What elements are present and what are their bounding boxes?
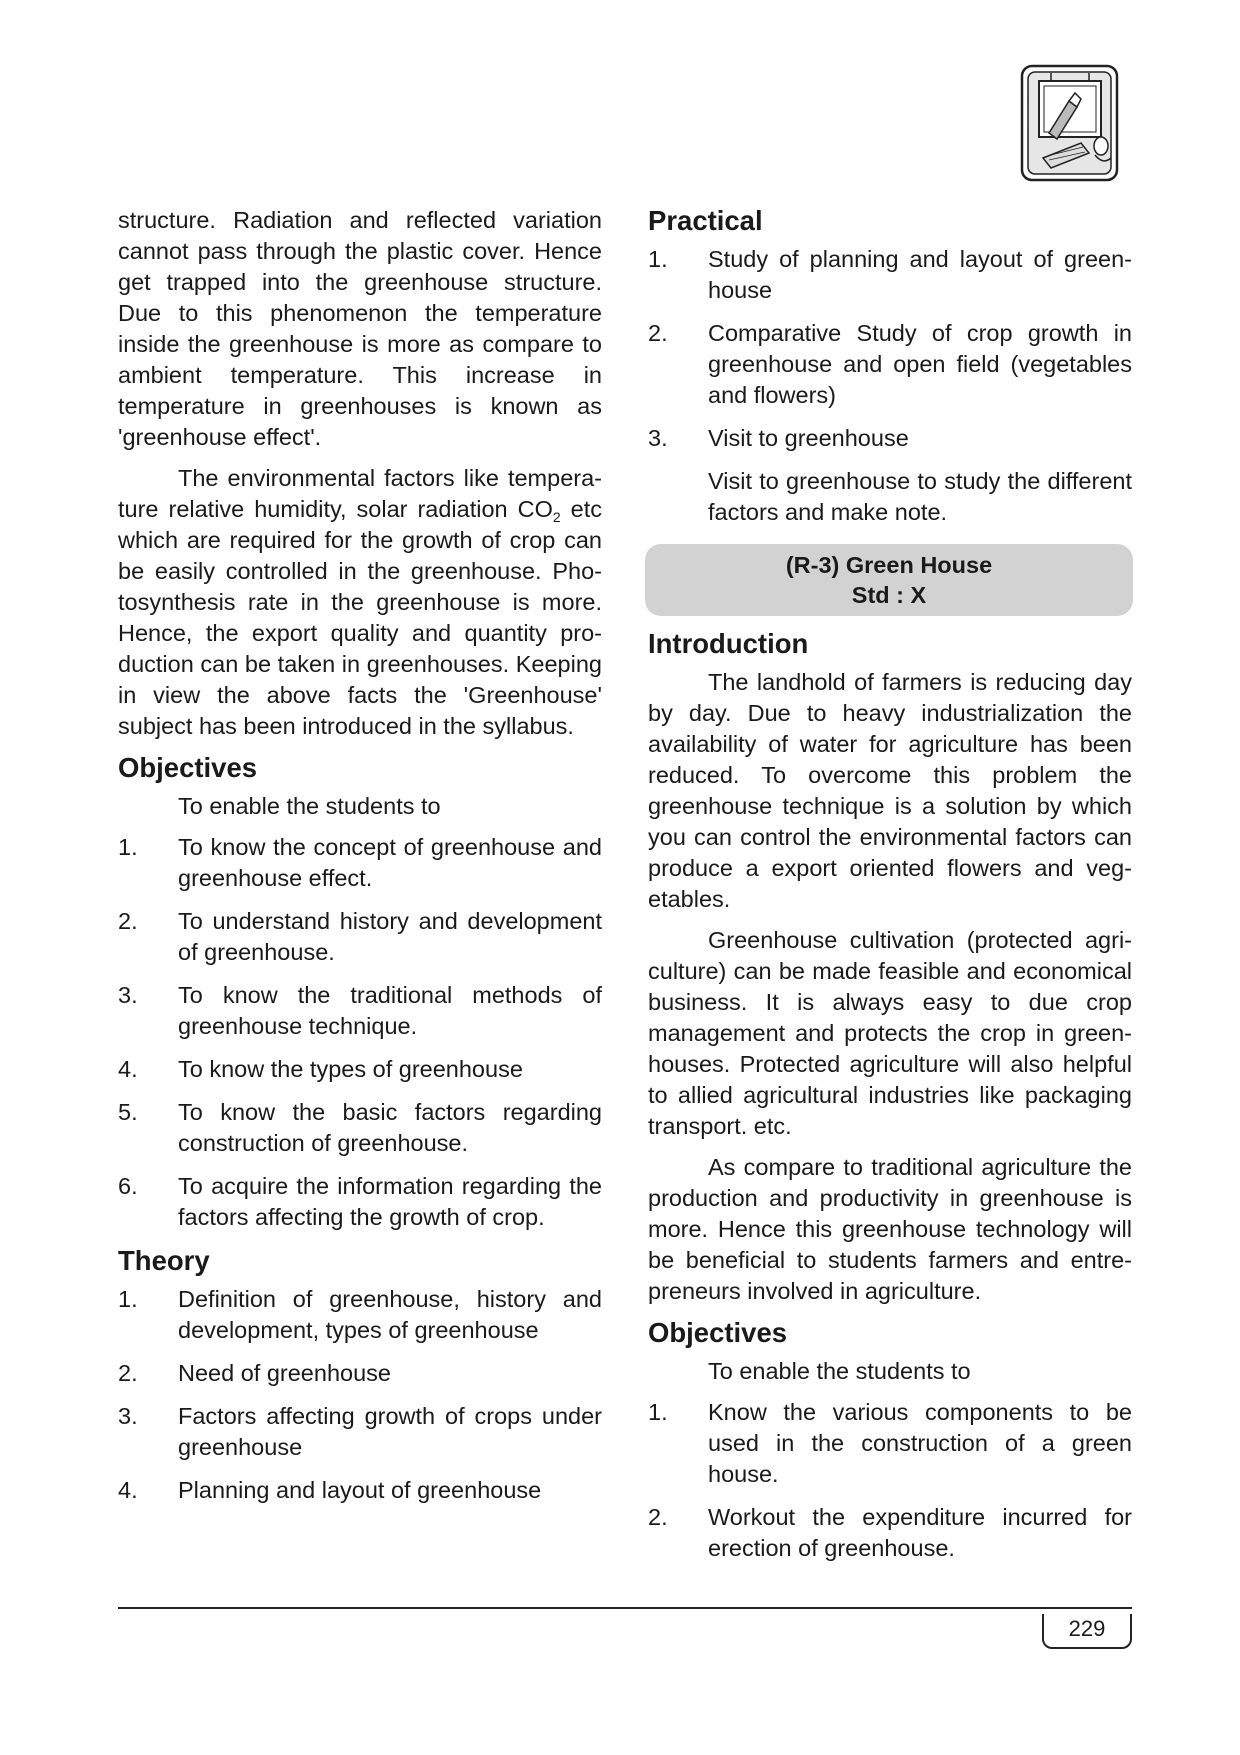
objectives-list-right xyxy=(648,1397,1132,1564)
introduction-heading: Introduction xyxy=(648,628,809,659)
list-item: 3. Factors affecting growth of crops under greenhouse xyxy=(118,1403,602,1460)
introduction-paragraph-2: Greenhouse cultivation (protected agriculture) can be made feasible and economical business. It is always easy to due crop management and protects the crop in greenhouses. Protected agriculture will also helpful to allied agricultural industries like packaging transport. etc. xyxy=(648,927,1132,1139)
list-item: 4. To know the types of greenhouse xyxy=(118,1056,523,1082)
objectives-lead: To enable the students to xyxy=(178,793,441,819)
objectives-list xyxy=(118,832,602,1233)
section-banner xyxy=(645,544,1133,616)
list-item: 1. Definition of greenhouse, history and development, types of greenhouse xyxy=(118,1286,602,1343)
list-item: 1. To know the concept of greenhouse and greenhouse effect. xyxy=(118,834,602,891)
introduction-paragraph-3: As compare to traditional agriculture the production and productivity in greenhouse is more. Hence this greenhouse technology will be beneficial to students farmers and entrepreneurs involved in agriculture. xyxy=(648,1154,1132,1304)
computer-drawing-icon xyxy=(1019,63,1120,183)
practical-heading: Practical xyxy=(648,205,763,236)
banner-subtitle: Std : X xyxy=(851,582,927,608)
list-item: 3. To know the traditional methods of greenhouse technique. xyxy=(118,982,602,1039)
practical-note: Visit to greenhouse to study the different factors and make note. xyxy=(708,468,1132,525)
list-item: 2. To understand history and development of greenhouse. xyxy=(118,908,602,965)
practical-list xyxy=(648,244,1132,454)
theory-list xyxy=(118,1284,602,1506)
objectives-lead-right: To enable the students to xyxy=(708,1358,971,1384)
list-item: 2. Need of greenhouse xyxy=(118,1360,391,1386)
list-item: 1. Study of planning and layout of greenhouse xyxy=(648,246,1132,303)
list-item: 2. Workout the expenditure incurred for erection of greenhouse. xyxy=(648,1504,1132,1561)
list-item: 6. To acquire the information regarding the factors affecting the growth of crop. xyxy=(118,1173,602,1230)
list-item: 3. Visit to greenhouse xyxy=(648,425,909,451)
objectives-heading-right: Objectives xyxy=(648,1317,788,1348)
objectives-heading: Objectives xyxy=(118,752,258,783)
introduction-paragraph-1: The landhold of farmers is reducing day by day. Due to heavy industrialization the availability of water for agriculture has been reduced. To overcome this problem the greenhouse technique is a solution by which you can control the environmental factors can produce a export oriented flowers and vegetables. xyxy=(648,669,1132,912)
page-number: 229 xyxy=(1042,1614,1132,1649)
footer-rule xyxy=(118,1607,1132,1609)
list-item: 2. Comparative Study of crop growth in greenhouse and open field (vegetables and flowers) xyxy=(648,320,1132,408)
right-column xyxy=(648,205,1132,1576)
list-item: 4. Planning and layout of greenhouse xyxy=(118,1477,542,1503)
intro-paragraph: structure. Radiation and reflected variation cannot pass through the plastic cover. Hence get trapped into the greenhouse structure. Due to this phenomenon the temperature inside the greenhouse is more as compare to ambient temperature. This increase in temperature in greenhouses is known as 'greenhouse effect'. xyxy=(118,207,602,450)
banner-title: (R-3) Green House xyxy=(785,552,993,578)
list-item: 1. Know the various components to be used in the construction of a green house. xyxy=(648,1399,1132,1487)
theory-heading: Theory xyxy=(118,1245,210,1276)
left-column xyxy=(118,205,602,1518)
list-item: 5. To know the basic factors regarding construction of greenhouse. xyxy=(118,1099,602,1156)
environment-paragraph: The environmental factors like temperature relative humidity, solar radiation $CO_2$ etc which are required for the growth of crop can be easily controlled in the greenhouse. Photosynthesis rate in the greenhouse is more. Hence, the export quality and quantity production can be taken in greenhouses. Keeping in view the above facts the 'Greenhouse' subject has been introduced in the syllabus. xyxy=(118,465,603,739)
